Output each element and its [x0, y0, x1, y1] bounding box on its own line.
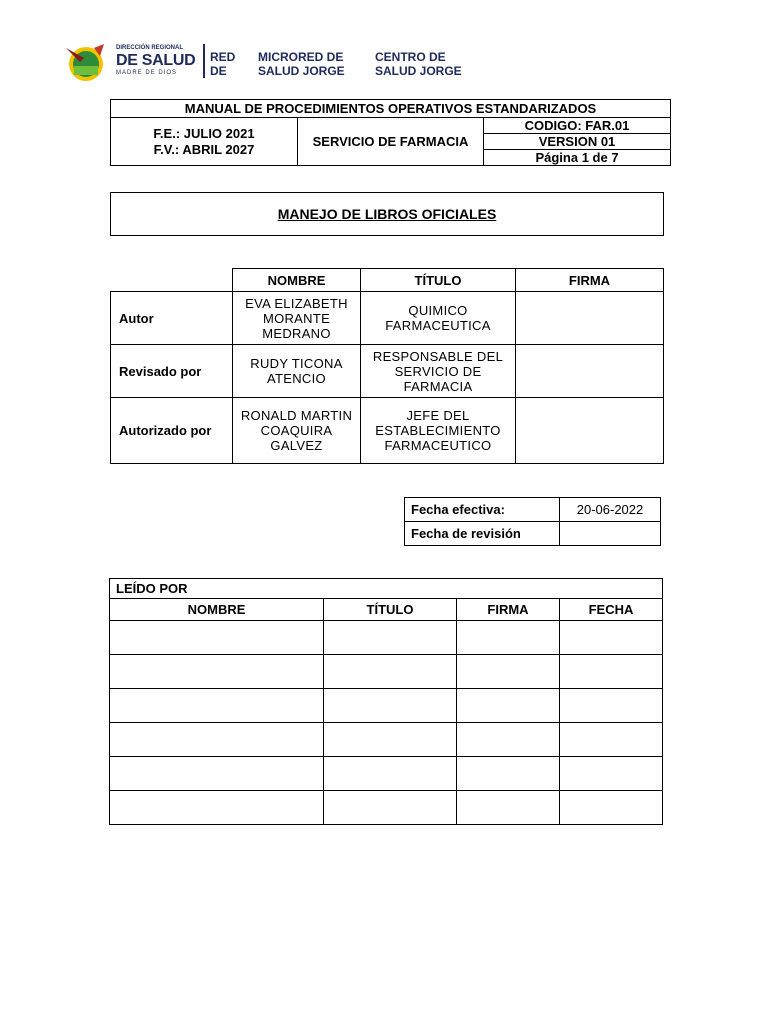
read-header-name: NOMBRE: [110, 599, 324, 621]
read-cell: [560, 791, 663, 825]
document-header-table: [110, 99, 671, 166]
read-cell: [110, 757, 324, 791]
sig-name: EVA ELIZABETH MORANTE MEDRANO: [233, 292, 361, 345]
document-title-text: MANEJO DE LIBROS OFICIALES: [277, 206, 497, 222]
read-header-title: TÍTULO: [324, 599, 457, 621]
table-row: [110, 723, 663, 757]
table-row: [110, 655, 663, 689]
sig-role: Autor: [111, 292, 233, 345]
read-cell: [324, 791, 457, 825]
read-header-date: FECHA: [560, 599, 663, 621]
header-microred: MICRORED DE SALUD JORGE: [258, 50, 345, 78]
read-cell: [110, 655, 324, 689]
table-row: [111, 292, 664, 345]
read-header-signature: FIRMA: [457, 599, 560, 621]
sig-name: RONALD MARTIN COAQUIRA GALVEZ: [233, 398, 361, 464]
document-title: [110, 192, 664, 236]
read-cell: [324, 757, 457, 791]
read-cell: [110, 621, 324, 655]
read-cell: [560, 723, 663, 757]
read-cell: [457, 723, 560, 757]
read-cell: [110, 791, 324, 825]
doc-page: Página 1 de 7: [484, 150, 671, 166]
header-centro: CENTRO DE SALUD JORGE: [375, 50, 462, 78]
sig-title: QUIMICO FARMACEUTICA: [361, 292, 516, 345]
table-row: [111, 398, 664, 464]
sig-header-title: TÍTULO: [361, 269, 516, 292]
read-by-table: [109, 578, 663, 825]
read-by-caption: LEÍDO POR: [110, 579, 663, 599]
read-cell: [560, 757, 663, 791]
read-cell: [110, 689, 324, 723]
table-row: [110, 791, 663, 825]
logo-text-main: DE SALUD: [116, 52, 196, 69]
revision-date-label: Fecha de revisión: [405, 522, 560, 546]
service-name: SERVICIO DE FARMACIA: [298, 118, 484, 166]
revision-date-value: [560, 522, 661, 546]
read-cell: [324, 621, 457, 655]
read-cell: [457, 689, 560, 723]
table-row: [110, 621, 663, 655]
logo-text-top: DIRECCIÓN REGIONAL: [116, 45, 184, 51]
sig-role: Autorizado por: [111, 398, 233, 464]
sig-header-name: NOMBRE: [233, 269, 361, 292]
read-cell: [560, 655, 663, 689]
signatures-corner: [111, 269, 233, 292]
read-cell: [560, 689, 663, 723]
sig-header-signature: FIRMA: [516, 269, 664, 292]
table-row: [405, 522, 661, 546]
effective-date-label: Fecha efectiva:: [405, 498, 560, 522]
sig-signature: [516, 398, 664, 464]
sig-title: JEFE DEL ESTABLECIMIENTO FARMACEUTICO: [361, 398, 516, 464]
read-cell: [324, 689, 457, 723]
read-cell: [457, 791, 560, 825]
signatures-table: [110, 268, 664, 464]
read-cell: [110, 723, 324, 757]
read-cell: [324, 723, 457, 757]
sig-role: Revisado por: [111, 345, 233, 398]
dates-table: [404, 497, 661, 546]
read-cell: [457, 621, 560, 655]
table-row: [111, 345, 664, 398]
doc-code: CODIGO: FAR.01: [484, 118, 671, 134]
sig-signature: [516, 292, 664, 345]
read-cell: [560, 621, 663, 655]
doc-dates: F.E.: JULIO 2021 F.V.: ABRIL 2027: [111, 118, 298, 166]
sig-title: RESPONSABLE DEL SERVICIO DE FARMACIA: [361, 345, 516, 398]
effective-date-value: 20-06-2022: [560, 498, 661, 522]
read-cell: [457, 757, 560, 791]
sig-name: RUDY TICONA ATENCIO: [233, 345, 361, 398]
logo-text-sub: MADRE DE DIOS: [116, 70, 178, 76]
manual-title: MANUAL DE PROCEDIMIENTOS OPERATIVOS ESTANDARIZADOS: [111, 100, 671, 118]
table-row: [405, 498, 661, 522]
logo-divider: [203, 44, 205, 78]
sig-signature: [516, 345, 664, 398]
header-red: RED DE: [210, 50, 236, 78]
read-cell: [324, 655, 457, 689]
table-row: [110, 757, 663, 791]
read-cell: [457, 655, 560, 689]
regional-health-logo: [64, 42, 206, 82]
table-row: [110, 689, 663, 723]
doc-version: VERSION 01: [484, 134, 671, 150]
